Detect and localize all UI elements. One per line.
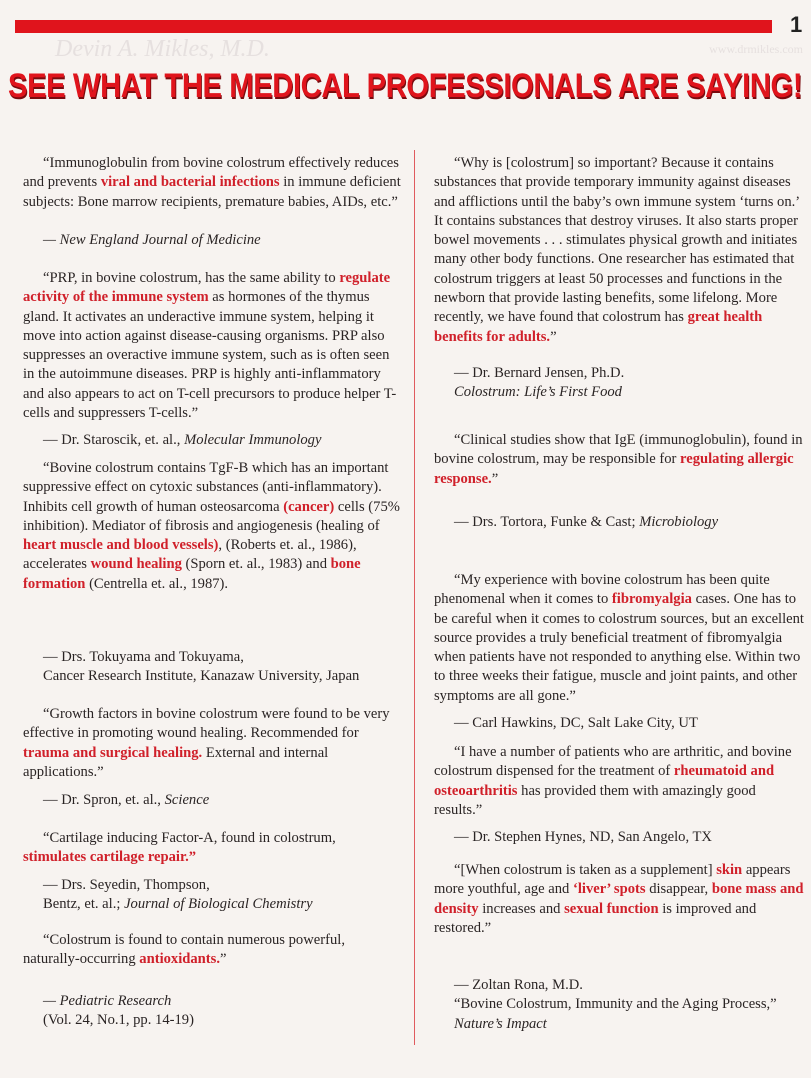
text-segment: (Vol. 24, No.1, pp. 14-19): [43, 1012, 194, 1029]
text-segment: “My experience with bovine colostrum has been quite phenomenal when it comes to: [434, 572, 770, 608]
text-segment: “PRP, in bovine colostrum, has the same ability to: [43, 270, 340, 286]
highlighted-phrase: heart muscle and blood vessels): [23, 537, 219, 554]
watermark-author: Devin A. Mikles, M.D.: [55, 36, 270, 62]
text-segment: “Immunoglobulin from bovine colostrum effectively reduces and prevents: [23, 155, 399, 191]
source-title: Science: [164, 792, 210, 808]
text-segment: — Drs. Tokuyama and Tokuyama,: [43, 649, 244, 665]
quote-attribution: [23, 876, 421, 915]
quote-text: [23, 705, 401, 782]
text-segment: disappear,: [645, 881, 712, 898]
highlighted-phrase: bone formation: [23, 556, 361, 592]
text-segment: “Clinical studies show that IgE (immunoglobulin), found in bovine colostrum, may be responsible for: [434, 432, 803, 468]
text-segment: (Centrella et. al., 1987).: [85, 575, 229, 592]
quote-attribution: [23, 992, 421, 1031]
text-segment: External and internal applications.”: [23, 744, 329, 780]
quote-text: [23, 269, 401, 423]
text-segment: ”: [220, 951, 227, 968]
quote-text: [434, 861, 806, 938]
highlighted-phrase: trauma and surgical healing.: [23, 744, 203, 761]
text-segment: — Zoltan Rona, M.D.: [454, 977, 583, 993]
text-segment: — Dr. Bernard Jensen, Ph.D.: [454, 365, 625, 381]
quote-attribution: [434, 828, 811, 847]
quote-text: [23, 829, 401, 868]
quote-text: [434, 571, 806, 706]
text-segment: has provided them with amazingly good results.”: [434, 782, 756, 818]
quote-attribution: [23, 431, 421, 450]
watermark-url: www.drmikles.com: [709, 42, 803, 56]
header-rule: [15, 20, 772, 33]
text-segment: “Growth factors in bovine colostrum were found to be very effective in promoting wound healing. Recommended for: [23, 706, 390, 742]
text-segment: cells (75% inhibition). Mediator of fibrosis and angiogenesis (healing of: [23, 498, 400, 534]
quote-attribution: [434, 714, 811, 733]
quote-attribution: [434, 513, 811, 532]
page-headline: SEE WHAT THE MEDICAL PROFESSIONALS ARE SAYING!: [8, 67, 803, 105]
highlighted-phrase: antioxidants.: [139, 951, 220, 968]
highlighted-phrase: ‘liver’ spots: [573, 881, 646, 898]
text-segment: “[When colostrum is taken as a supplement]: [454, 862, 717, 878]
quote-attribution: [23, 231, 421, 250]
text-segment: — Drs. Seyedin, Thompson,: [43, 877, 210, 893]
text-segment: — Drs. Tortora, Funke & Cast;: [454, 514, 640, 530]
text-segment: in immune deficient subjects: Bone marrow recipients, premature babies, AIDs, etc.”: [23, 174, 401, 210]
text-segment: is improved and restored.”: [434, 900, 757, 936]
highlighted-phrase: stimulates cartilage repair.”: [23, 849, 197, 866]
quote-text: [23, 154, 401, 212]
quote-attribution: [23, 791, 421, 810]
text-segment: (Sporn et. al., 1983) and: [181, 556, 331, 573]
text-segment: ”: [491, 470, 499, 487]
text-segment: cases. One has to be careful when it comes to colostrum sources, but an excellent source provides a truly beneficial treatment of fibromyalgia when patients have not responded to anything else. Within two to three weeks their fatigue, muscle and joint paints, and other symptoms are all gone.”: [434, 591, 804, 704]
quote-text: [434, 743, 806, 820]
text-segment: — Dr. Staroscik, et. al.,: [43, 432, 185, 448]
text-segment: , (Roberts et. al., 1986), accelerates: [23, 537, 357, 573]
highlighted-phrase: wound healing: [90, 556, 182, 573]
quote-attribution: [434, 976, 811, 1034]
quote-text: [434, 154, 806, 347]
text-segment: “Bovine colostrum contains TgF-B which has an important suppressive effect on cytoxic substances (anti-inflammatory). Inhibits cell growth of human osteosarcoma: [23, 460, 389, 515]
source-title: Journal of Biological Chemistry: [124, 896, 313, 913]
highlighted-phrase: great health benefits for adults.: [434, 309, 763, 345]
source-title: Microbiology: [639, 514, 719, 530]
text-segment: — Dr. Spron, et. al.,: [43, 792, 165, 808]
highlighted-phrase: fibromyalgia: [611, 591, 692, 608]
text-segment: “Bovine Colostrum, Immunity and the Aging Process,”: [454, 996, 777, 1013]
text-segment: Bentz, et. al.;: [43, 896, 125, 913]
quote-text: [23, 931, 401, 970]
text-segment: appears more youthful, age and: [434, 862, 791, 898]
source-title: — Pediatric Research: [43, 993, 172, 1009]
text-segment: “I have a number of patients who are arthritic, and bovine colostrum dispensed for the treatment of: [434, 744, 792, 780]
highlighted-phrase: regulating allergic response.: [434, 451, 794, 487]
highlighted-phrase: (cancer): [283, 498, 335, 515]
text-segment: “Colostrum is found to contain numerous powerful, naturally-occurring: [23, 932, 345, 968]
text-segment: “Why is [colostrum] so important? Because it contains substances that provide temporary immunity against diseases and afflictions until the baby’s own immune system ‘turns on.’ It contains substances that destroy viruses. It also starts proper bowel movements . . . stimulates physical growth and initiates many other body functions. One researcher has estimated that colostrum triggers at least 50 processes and functions in the newborn that provide lasting benefits, some lifelong. More recently, we have found that colostrum has: [434, 155, 800, 326]
source-title: — New England Journal of Medicine: [43, 232, 261, 248]
quote-attribution: [434, 364, 811, 403]
source-title: Molecular Immunology: [184, 432, 322, 448]
source-title: Nature’s Impact: [454, 1015, 547, 1032]
highlighted-phrase: rheumatoid and osteoarthritis: [434, 763, 775, 799]
text-segment: — Dr. Stephen Hynes, ND, San Angelo, TX: [454, 829, 712, 845]
text-segment: — Carl Hawkins, DC, Salt Lake City, UT: [454, 715, 698, 731]
highlighted-phrase: viral and bacterial infections: [100, 174, 280, 191]
page-number: 1: [790, 12, 803, 37]
highlighted-phrase: regulate activity of the immune system: [23, 270, 391, 306]
text-segment: as hormones of the thymus gland. It activates an underactive immune system, helping it move into action against disease-causing organisms. PRP also suppresses an overactive immune system, such as is often seen in the autoimmune diseases. PRP is highly anti-inflammatory and also appears to act on T-cell precursors to produce helper T-cells and suppressers T-cells.”: [23, 289, 397, 422]
text-segment: ”: [550, 328, 557, 345]
highlighted-phrase: sexual function: [564, 900, 659, 917]
text-segment: Cancer Research Institute, Kanazaw University, Japan: [43, 668, 360, 685]
source-title: Colostrum: Life’s First Food: [454, 384, 622, 401]
highlighted-phrase: bone mass and density: [434, 881, 804, 917]
quote-text: [23, 459, 401, 594]
highlighted-phrase: skin: [716, 862, 743, 878]
text-segment: “Cartilage inducing Factor-A, found in colostrum,: [43, 830, 336, 846]
text-segment: increases and: [478, 900, 565, 917]
quote-attribution: [23, 648, 421, 687]
quote-text: [434, 431, 806, 489]
